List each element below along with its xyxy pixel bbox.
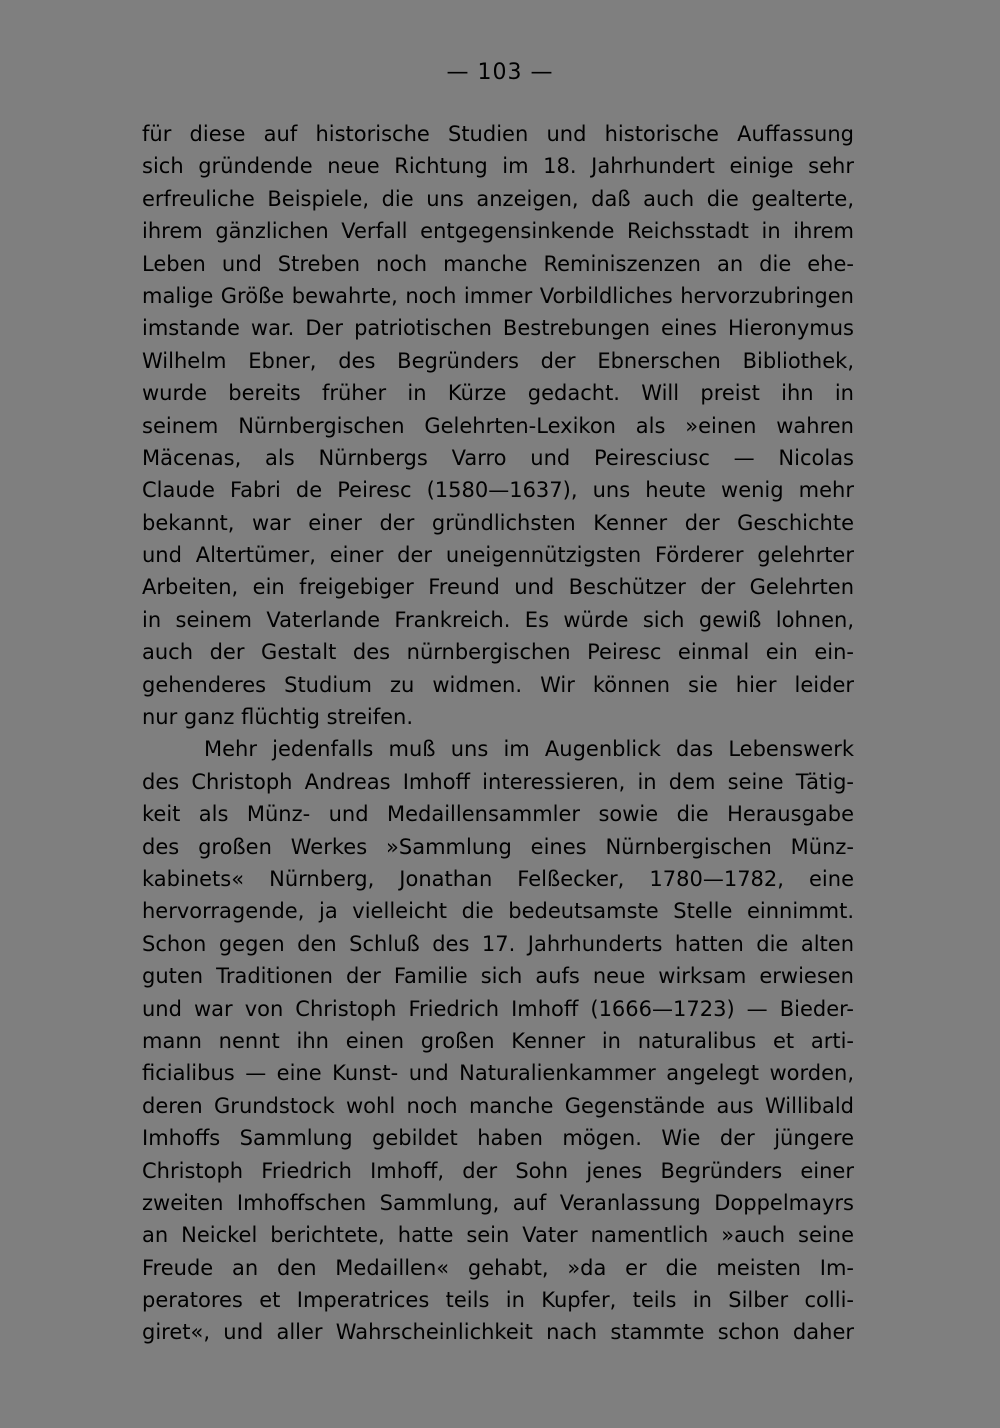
page-number: — 103 — (446, 60, 554, 85)
text-line: des Christoph Andreas Imhoff interessieren, in dem seine Tätig- (142, 769, 854, 794)
text-line: keit als Münz- und Medaillensammler sowie die Herausgabe (142, 802, 854, 827)
text-line: gehenderes Studium zu widmen. Wir können sie hier leider (142, 672, 854, 697)
text-line: deren Grundstock wohl noch manche Gegenstände aus Willibald (142, 1093, 854, 1118)
text-line: Christoph Friedrich Imhoff, der Sohn jenes Begründers einer (142, 1158, 854, 1183)
text-line: zweiten Imhoffschen Sammlung, auf Veranlassung Doppelmayrs (142, 1190, 854, 1215)
text-line: wurde bereits früher in Kürze gedacht. Will preist ihn in (142, 381, 854, 406)
body-text (142, 118, 854, 1349)
text-line: an Neickel berichtete, hatte sein Vater namentlich »auch seine (142, 1223, 854, 1248)
paragraph-1 (142, 118, 854, 733)
paragraph-2 (142, 733, 854, 1348)
text-line: ihrem gänzlichen Verfall entgegensinkende Reichsstadt in ihrem (142, 219, 854, 244)
text-line: hervorragende, ja vielleicht die bedeutsamste Stelle einnimmt. (142, 899, 854, 924)
text-line: kabinets« Nürnberg, Jonathan Felßecker, 1780—1782, eine (142, 866, 854, 891)
text-line: guten Traditionen der Familie sich aufs neue wirksam erwiesen (142, 964, 854, 989)
text-line: erfreuliche Beispiele, die uns anzeigen, daß auch die gealterte, (142, 186, 854, 211)
text-line: sich gründende neue Richtung im 18. Jahrhundert einige sehr (142, 154, 854, 179)
text-line: des großen Werkes »Sammlung eines Nürnbergischen Münz- (142, 834, 854, 859)
text-line: Mäcenas, als Nürnbergs Varro und Peiresciusc — Nicolas (142, 445, 854, 470)
text-line: ficialibus — eine Kunst- und Naturalienkammer angelegt worden, (142, 1061, 854, 1086)
text-line: Mehr jedenfalls muß uns im Augenblick das Lebenswerk (204, 737, 854, 762)
text-line: malige Größe bewahrte, noch immer Vorbildliches hervorzubringen (142, 283, 854, 308)
text-line: Schon gegen den Schluß des 17. Jahrhunderts hatten die alten (142, 931, 854, 956)
text-line: für diese auf historische Studien und historische Auffassung (142, 122, 854, 146)
text-line: bekannt, war einer der gründlichsten Kenner der Geschichte (142, 510, 854, 535)
text-line: Arbeiten, ein freigebiger Freund und Beschützer der Gelehrten (142, 575, 854, 600)
text-line: Leben und Streben noch manche Reminiszenzen an die ehe- (142, 251, 854, 276)
text-line: Wilhelm Ebner, des Begründers der Ebnerschen Bibliothek, (142, 348, 854, 373)
text-line: nur ganz flüchtig streifen. (142, 705, 414, 730)
text-line: und Altertümer, einer der uneigennützigsten Förderer gelehrter (142, 543, 854, 568)
text-line: und war von Christoph Friedrich Imhoff (1666—1723) — Bieder- (142, 996, 854, 1021)
text-line: Claude Fabri de Peiresc (1580—1637), uns heute wenig mehr (142, 478, 854, 503)
text-line: Imhoffs Sammlung gebildet haben mögen. Wie der jüngere (142, 1126, 854, 1151)
text-line: peratores et Imperatrices teils in Kupfer, teils in Silber colli- (142, 1288, 854, 1313)
text-line: auch der Gestalt des nürnbergischen Peiresc einmal ein ein- (142, 640, 854, 665)
text-line: imstande war. Der patriotischen Bestrebungen eines Hieronymus (142, 316, 854, 341)
text-line: seinem Nürnbergischen Gelehrten-Lexikon als »einen wahren (142, 413, 854, 438)
text-line: giret«, und aller Wahrscheinlichkeit nach stammte schon daher (142, 1320, 854, 1345)
text-line: mann nennt ihn einen großen Kenner in naturalibus et arti- (142, 1028, 854, 1053)
text-line: Freude an den Medaillen« gehabt, »da er die meisten Im- (142, 1255, 854, 1280)
text-line: in seinem Vaterlande Frankreich. Es würde sich gewiß lohnen, (142, 607, 854, 632)
